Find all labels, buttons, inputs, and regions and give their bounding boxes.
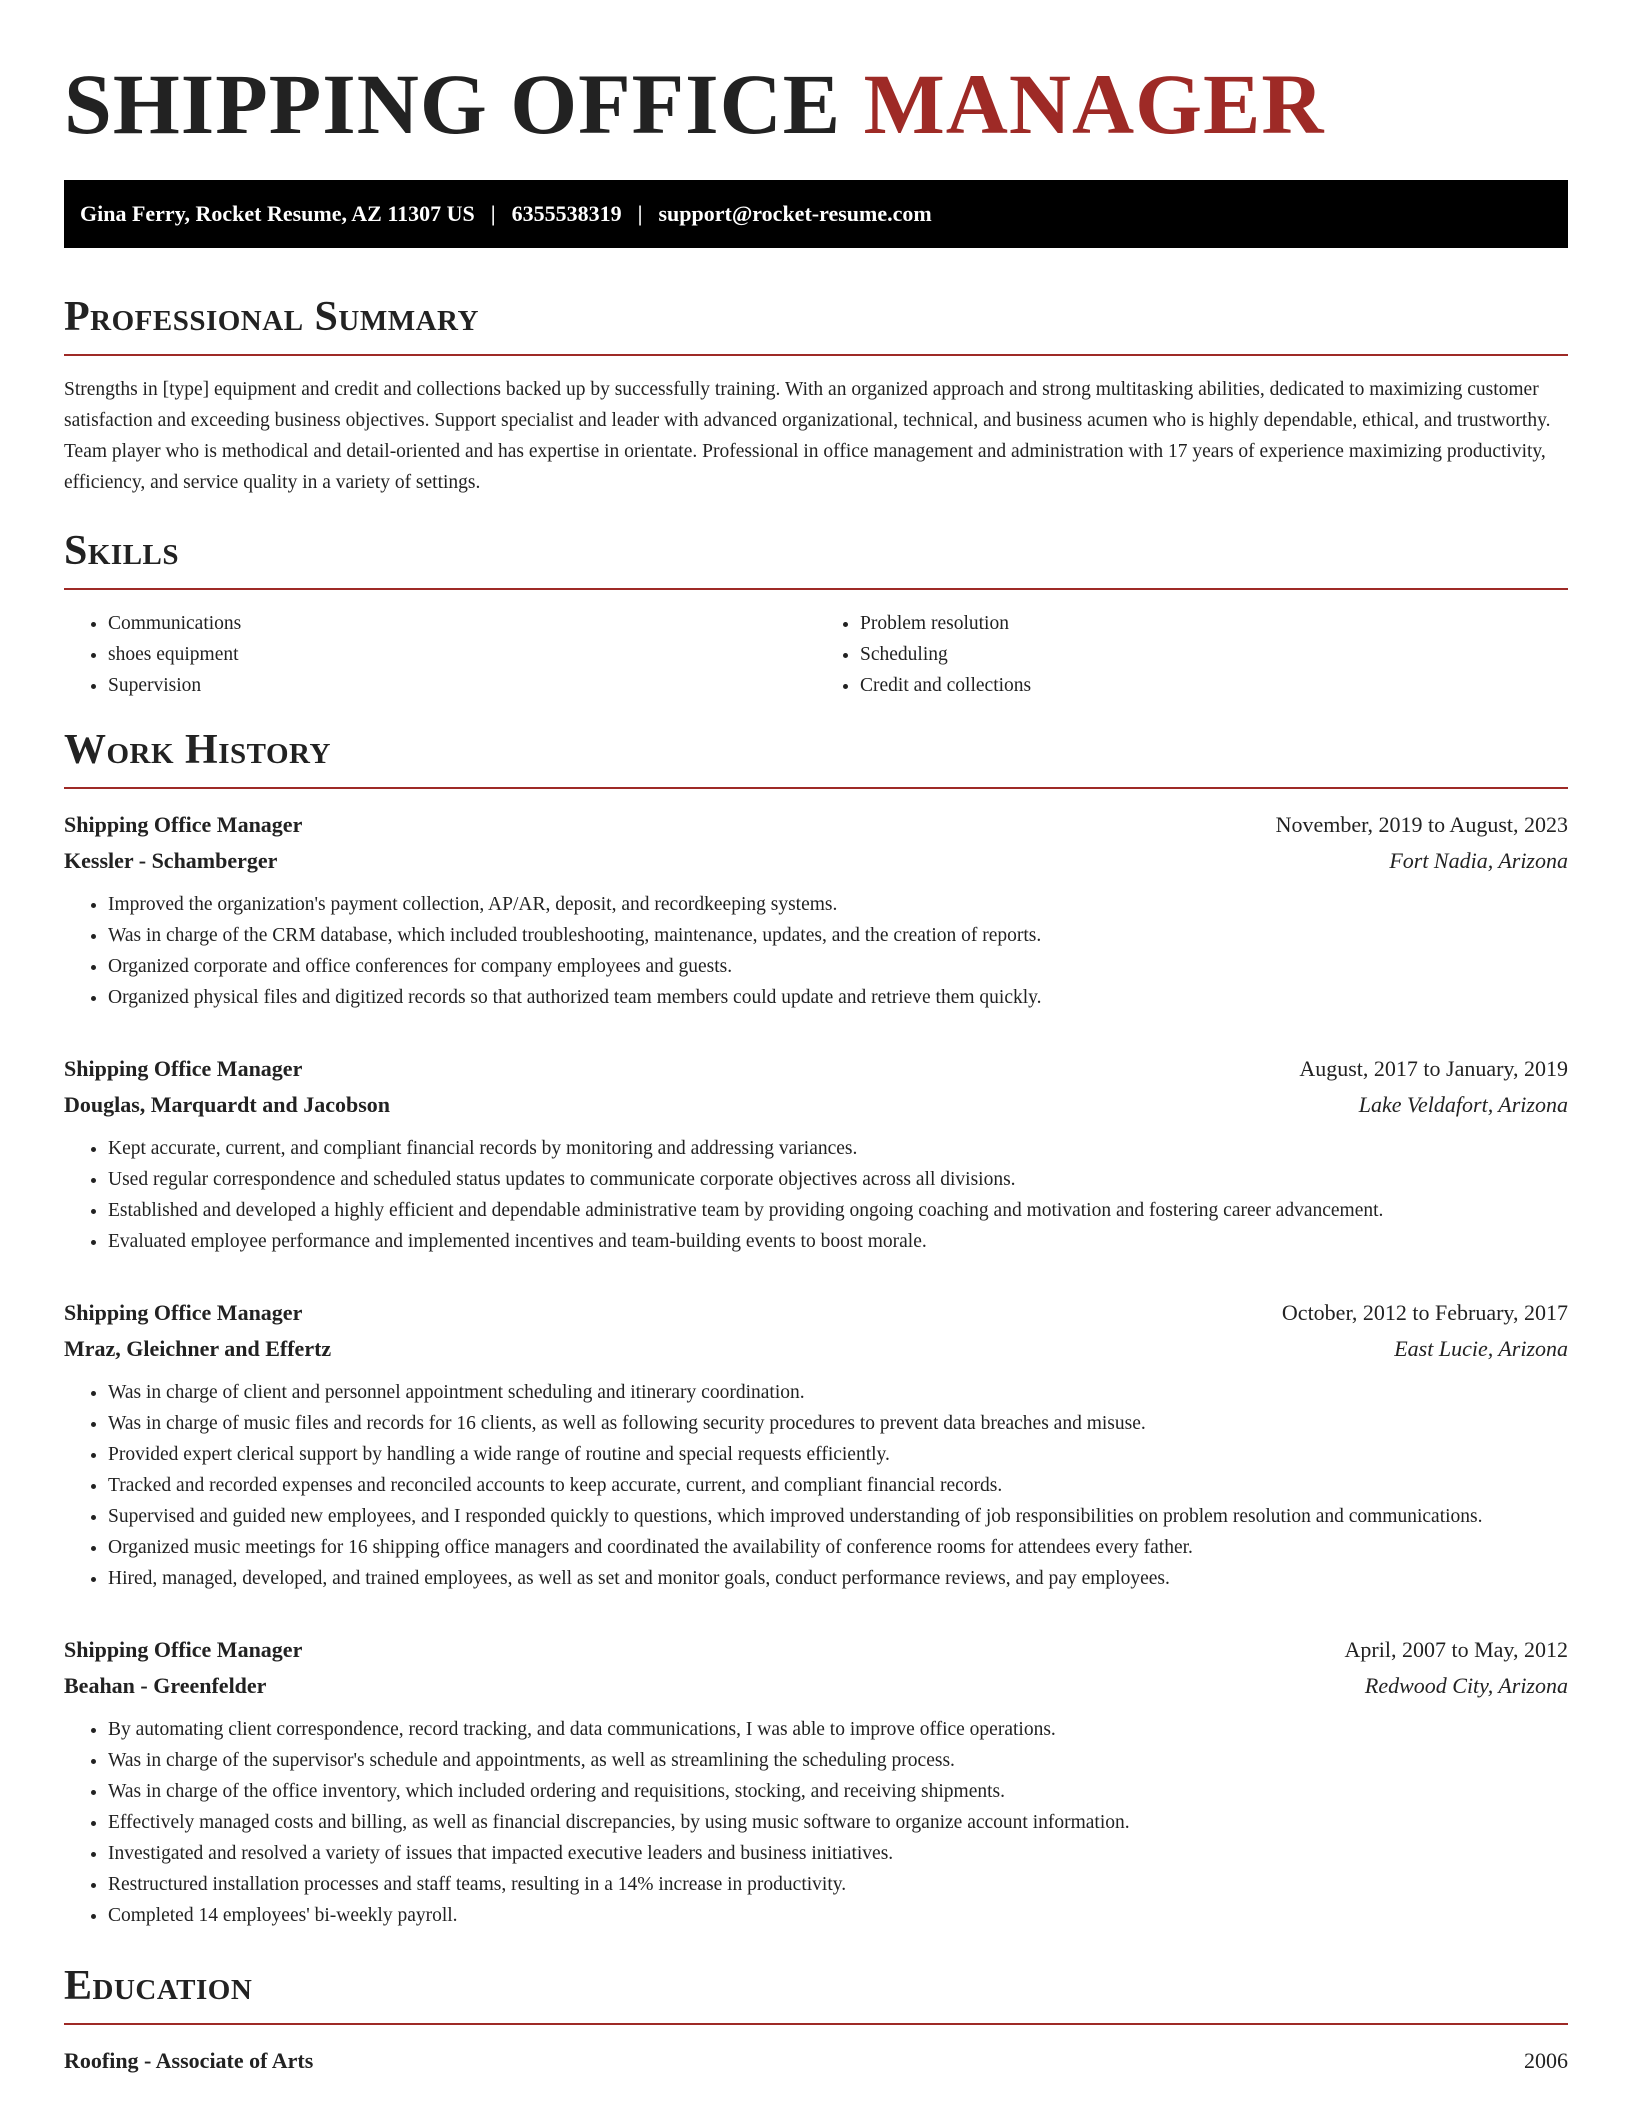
education-degree: Roofing - Associate of Arts [64,2048,314,2073]
skills-grid [64,608,1568,701]
contact-phone: 6355538319 [511,201,622,226]
job-bullet: • Hired, managed, developed, and trained employees, as well as set and monitor goals, conduct performance reviews, and pay employees. [108,1563,1568,1594]
contact-bar [64,180,1568,248]
skill-item: • Credit and collections [860,670,1568,701]
job-company: Douglas, Marquardt and Jacobson [64,1092,390,1117]
job-entry [64,1295,1568,1594]
job-location: East Lucie, Arizona [1394,1336,1568,1361]
job-bullets [64,1714,1568,1931]
job-entry [64,807,1568,1013]
job-title: Shipping Office Manager [64,1637,303,1662]
job-dates: August, 2017 to January, 2019 [1299,1056,1568,1081]
education-entry [64,2043,1568,2079]
job-bullet: • Was in charge of the supervisor's schedule and appointments, as well as streamlining the scheduling process. [108,1745,1568,1776]
job-company-row [64,1668,1568,1704]
job-bullet: • Tracked and recorded expenses and reconciled accounts to keep accurate, current, and compliant financial records. [108,1470,1568,1501]
job-bullet: • Supervised and guided new employees, and I responded quickly to questions, which improved understanding of job responsibilities on problem resolution and communications. [108,1501,1568,1532]
skill-item: • Supervision [108,670,816,701]
summary-text: Strengths in [type] equipment and credit and collections backed up by successfully training. With an organized approach and strong multitasking abilities, dedicated to maximizing customer satisfaction and exceeding business objectives. Support specialist and leader with advanced organizational, technical, and business acumen who is highly dependable, ethical, and trustworthy. Team player who is methodical and detail-oriented and has expertise in orientate. Professional in office management and administration with 17 years of experience maximizing productivity, efficiency, and service quality in a variety of settings. [64,379,1551,493]
contact-separator: | [637,201,643,226]
skills-column-left [64,608,816,701]
job-location: Fort Nadia, Arizona [1389,848,1568,873]
education-heading: Education [64,1961,1568,2025]
job-title: Shipping Office Manager [64,812,303,837]
job-bullet: • Was in charge of music files and records for 16 clients, as well as following security procedures to prevent data breaches and misuse. [108,1408,1568,1439]
resume-title-main: SHIPPING OFFICE [64,56,842,152]
job-company-row [64,843,1568,879]
job-bullet: • Completed 14 employees' bi-weekly payroll. [108,1900,1568,1931]
skill-item: • shoes equipment [108,639,816,670]
skill-item: • Problem resolution [860,608,1568,639]
work-history-heading: Work History [64,725,1568,789]
job-bullet: • Kept accurate, current, and compliant financial records by monitoring and addressing variances. [108,1133,1568,1164]
job-location: Redwood City, Arizona [1364,1673,1568,1698]
job-entry [64,1051,1568,1257]
job-location: Lake Veldafort, Arizona [1358,1092,1568,1117]
job-bullet: • Organized music meetings for 16 shipping office managers and coordinated the availability of conference rooms for attendees every father. [108,1532,1568,1563]
job-title: Shipping Office Manager [64,1300,303,1325]
job-bullet: • Organized physical files and digitized records so that authorized team members could update and retrieve them quickly. [108,982,1568,1013]
job-company: Mraz, Gleichner and Effertz [64,1336,332,1361]
job-bullet: • Improved the organization's payment collection, AP/AR, deposit, and recordkeeping systems. [108,889,1568,920]
job-company-row [64,1087,1568,1123]
contact-separator: | [490,201,496,226]
job-header-row [64,1632,1568,1668]
job-header-row [64,807,1568,843]
skill-item: • Communications [108,608,816,639]
job-company-row [64,1331,1568,1367]
job-bullet: • Was in charge of the CRM database, which included troubleshooting, maintenance, updates, and the creation of reports. [108,920,1568,951]
job-bullet: • By automating client correspondence, record tracking, and data communications, I was able to improve office operations. [108,1714,1568,1745]
contact-email: support@rocket-resume.com [658,201,932,226]
job-bullets [64,889,1568,1013]
job-bullet: • Was in charge of client and personnel appointment scheduling and itinerary coordination. [108,1377,1568,1408]
job-title: Shipping Office Manager [64,1056,303,1081]
job-bullets [64,1133,1568,1257]
job-dates: November, 2019 to August, 2023 [1275,812,1568,837]
job-bullets [64,1377,1568,1594]
job-company: Beahan - Greenfelder [64,1673,267,1698]
education-year: 2006 [1524,2048,1568,2073]
job-entry [64,1632,1568,1931]
skill-item: • Scheduling [860,639,1568,670]
skills-heading: Skills [64,526,1568,590]
resume-title-accent: MANAGER [863,56,1325,152]
job-bullet: • Was in charge of the office inventory, which included ordering and requisitions, stocking, and receiving shipments. [108,1776,1568,1807]
job-bullet: • Evaluated employee performance and implemented incentives and team-building events to boost morale. [108,1226,1568,1257]
job-bullet: • Investigated and resolved a variety of issues that impacted executive leaders and business initiatives. [108,1838,1568,1869]
summary-heading: Professional Summary [64,292,1568,356]
job-dates: April, 2007 to May, 2012 [1344,1637,1568,1662]
resume-title [64,0,1568,152]
job-bullet: • Used regular correspondence and scheduled status updates to communicate corporate objectives across all divisions. [108,1164,1568,1195]
job-bullet: • Organized corporate and office conferences for company employees and guests. [108,951,1568,982]
job-header-row [64,1295,1568,1331]
job-bullet: • Effectively managed costs and billing, as well as financial discrepancies, by using music software to organize account information. [108,1807,1568,1838]
job-dates: October, 2012 to February, 2017 [1281,1300,1568,1325]
contact-address: Gina Ferry, Rocket Resume, AZ 11307 US [80,201,475,226]
skills-column-right [816,608,1568,701]
job-bullet: • Restructured installation processes and staff teams, resulting in a 14% increase in productivity. [108,1869,1568,1900]
job-bullet: • Provided expert clerical support by handling a wide range of routine and special requests efficiently. [108,1439,1568,1470]
job-company: Kessler - Schamberger [64,848,278,873]
job-bullet: • Established and developed a highly efficient and dependable administrative team by providing ongoing coaching and motivation and fostering career advancement. [108,1195,1568,1226]
job-header-row [64,1051,1568,1087]
